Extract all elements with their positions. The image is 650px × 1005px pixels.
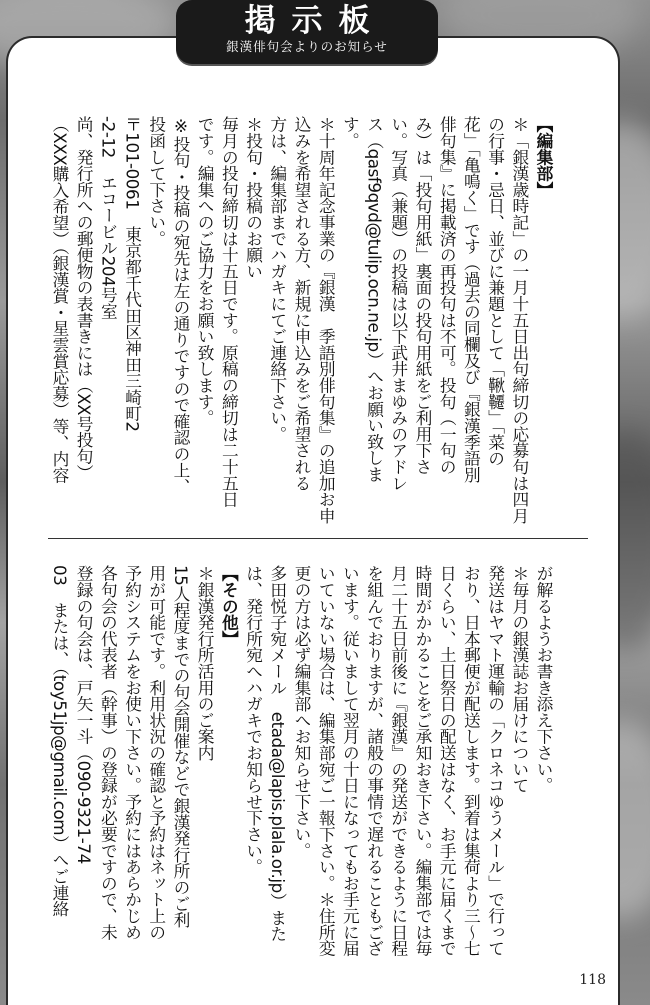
text-line: い。写真（兼題）の投稿は以下武井まゆみのアドレ [388, 116, 409, 491]
text-line: います。従いまして翌月の十日になってもお手元に届 [340, 565, 361, 957]
text-line: ＊投句・投稿のお願い [243, 116, 264, 280]
notice-panel [6, 36, 620, 1005]
text-line: 03 または、（toy51jp@gmail.com）へご連絡 [49, 565, 70, 917]
text-line: 投函して下さい。 [146, 116, 167, 247]
text-line: 【編集部】 [534, 116, 554, 198]
text-line: 尚、発行所への郵便物の表書きには（XX号投句） [74, 116, 95, 481]
text-line: 〒101-0061 東京都千代田区神田三崎町2 [122, 116, 143, 432]
notice-section-editorial [48, 116, 556, 531]
text-line: 毎月の投句締切は十五日です。原稿の締切は二十五日 [219, 116, 240, 508]
page-number: 118 [579, 972, 606, 988]
text-line: ＊毎月の銀漢誌お届けについて [509, 565, 530, 794]
text-line: の行事・忌日、並びに兼題として「鞦韆」「菜の [485, 116, 506, 467]
section-divider [48, 538, 588, 539]
text-line: 込みを希望される方、新規に申込みをご希望される [291, 116, 312, 491]
text-line: ※投句・投稿の宛先は左の通りですので確認の上、 [170, 116, 191, 495]
text-line: 花」「亀鳴く」です（過去の同欄及び『銀漢季語別 [461, 116, 482, 483]
text-line: 15人程度までの句会開催などで銀漢発行所のご利 [170, 565, 191, 928]
banner-title: 掲示板 [244, 3, 386, 39]
banner-subtitle: 銀漢俳句会よりのお知らせ [226, 39, 388, 54]
text-line: 各句会の代表者（幹事）の登録が必要ですので、未 [98, 565, 119, 940]
text-line: み）は「投句用紙」裏面の投句用紙をご利用下さ [412, 116, 433, 475]
text-line: ＊十周年記念事業の『銀漢 季語別俳句集』の追加お申 [316, 116, 337, 524]
text-line: いていない場合は、編集部宛ご一報下さい。＊住所変 [316, 565, 337, 957]
text-line: 時間がかかることをご承知おき下さい。編集部では毎 [412, 565, 433, 957]
text-line: は、発行所宛へハガキでお知らせ下さい。 [243, 565, 264, 875]
text-line: 更の方は必ず編集部へお知らせ下さい。 [291, 565, 312, 859]
text-line: 俳句集』に掲載済の再投句は不可。投句（一句の [437, 116, 458, 475]
text-line: 日くらい、土日祭日の配送はなく、お手元に届くまで [437, 565, 458, 957]
text-line: 多田悦子宛メール etada@lapis.plala.or.jp）また [267, 565, 288, 942]
text-line: す。 [340, 116, 361, 149]
text-line: おり、日本郵便が配送します。到着は集荷より三～七 [461, 565, 482, 957]
text-line: 予約システムをお使い下さい。予約にはあらかじめ [122, 565, 143, 940]
text-line: （XXX購入希望）（銀漢賞・星雲賞応募）等、内容 [49, 116, 70, 484]
bulletin-board-banner [176, 0, 438, 64]
text-line: が解るようお書き添え下さい。 [534, 565, 554, 794]
text-line: 方は、編集部までハガキにてご連絡下さい。 [267, 116, 288, 443]
text-line: です。編集へのご協力をお願い致します。 [195, 116, 216, 426]
notice-section-other [48, 565, 556, 980]
text-line: ＊「銀漢歳時記」の一月十五日出句締切の応募句は四月 [509, 116, 530, 524]
text-line: 用が可能です。利用状況の確認と予約はネット上の [146, 565, 167, 940]
text-line: ＊銀漢発行所活用のご案内 [195, 565, 216, 761]
text-line: を組んでおりますが、諸般の事情で遅れることもござ [364, 565, 385, 957]
text-line: ス（qasf9qvd@tulip.ocn.ne.jp）へお願い致しま [364, 116, 385, 483]
text-line: 発送はヤマト運輸の「クロネコゆうメール」で行って [485, 565, 506, 957]
text-line: 登録の句会は、戸矢一斗（090-9321-74 [74, 565, 95, 864]
text-line: 月二十五日前後に『銀漢』の発送ができるように日程 [388, 565, 409, 957]
text-line: -2-12 エコービル204号室 [98, 116, 119, 319]
text-line: 【その他】 [219, 565, 240, 647]
